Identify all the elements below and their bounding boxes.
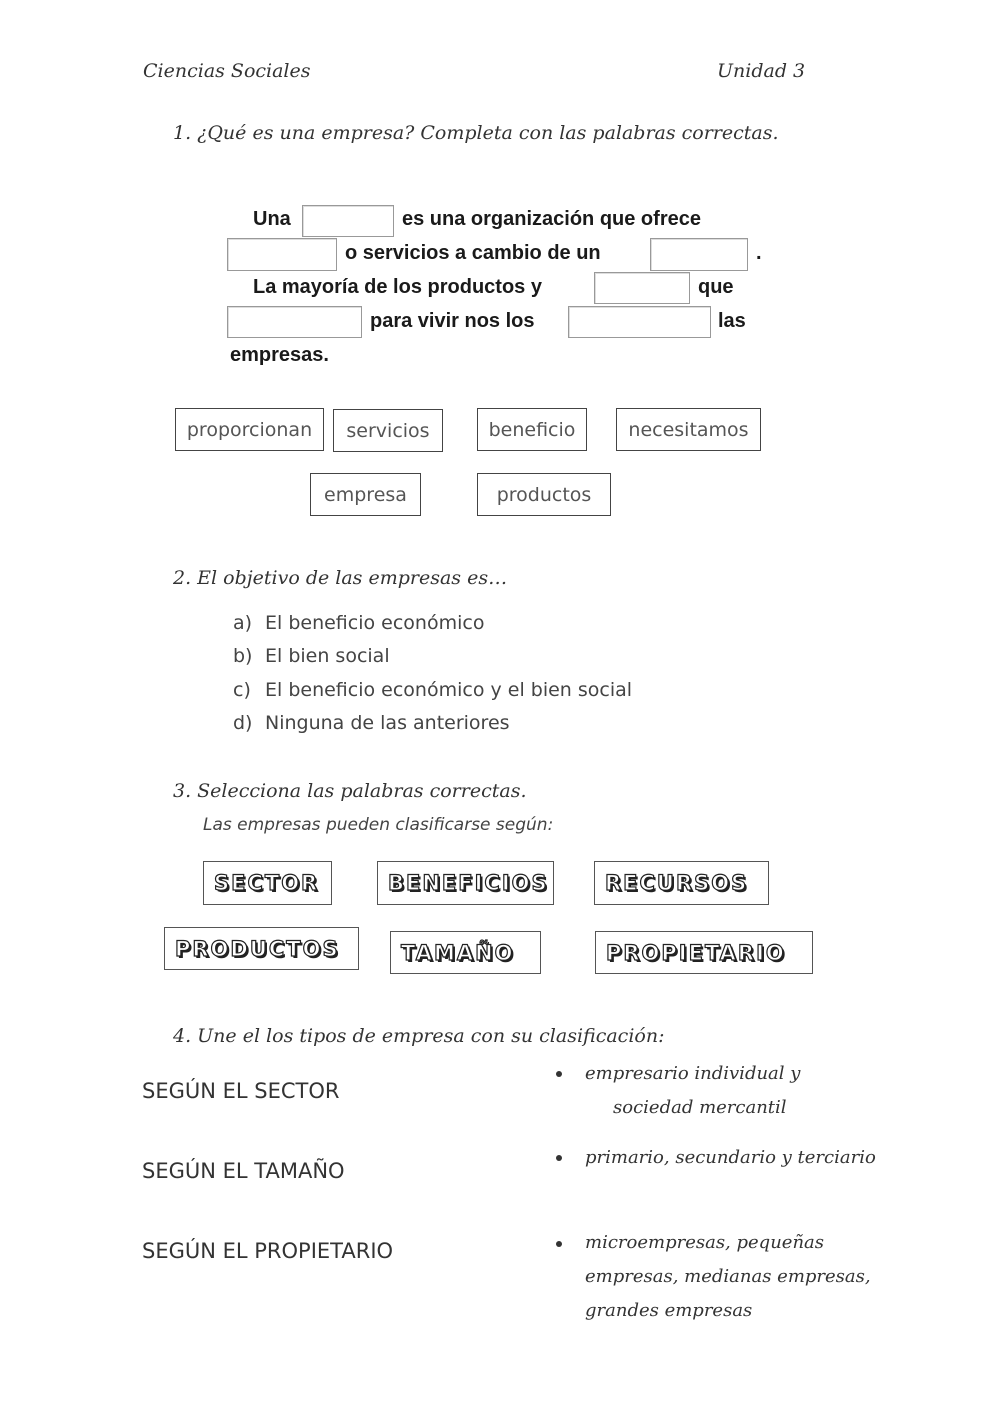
q2-title: 2. El objetivo de las empresas es… [173,567,508,589]
choice-tamano[interactable] [390,931,541,974]
choice-recursos[interactable] [594,861,769,905]
option-d[interactable] [233,712,510,734]
bullet-1 [556,1071,562,1077]
bullet-3 [556,1241,562,1247]
q3-subtitle: Las empresas pueden clasificarse según: [203,815,554,835]
word-empresa[interactable]: empresa [310,473,421,516]
option-a[interactable] [233,612,484,634]
type-item-2-line-1: primario, secundario y terciario [585,1147,876,1168]
q1-text-serv: o servicios a cambio de un [345,242,601,264]
subject-label: Ciencias Sociales [143,60,311,82]
q1-text-dot: . [756,242,762,264]
word-servicios[interactable]: servicios [333,409,443,452]
type-item-3-line-3: grandes empresas [585,1300,753,1321]
choice-beneficios-label: BENEFICIOS [388,871,549,895]
q4-title: 4. Une el los tipos de empresa con su clasificación: [173,1025,665,1047]
option-b-label: b) [233,645,253,667]
category-tamano[interactable]: SEGÚN EL TAMAÑO [142,1159,345,1183]
choice-recursos-label: RECURSOS [605,871,749,895]
option-d-text: Ninguna de las anteriores [265,712,510,734]
choice-propietario-label: PROPIETARIO [606,940,786,965]
category-sector[interactable]: SEGÚN EL SECTOR [142,1079,340,1103]
type-item-3-line-2: empresas, medianas empresas, [585,1266,871,1287]
blank-5[interactable] [227,306,362,338]
type-item-2[interactable] [585,1141,876,1175]
choice-tamano-label: TAMAÑO [401,940,515,965]
type-item-1-line-1: empresario individual y [585,1063,801,1084]
type-item-3[interactable] [585,1226,871,1328]
choice-productos-label: PRODUCTOS [175,936,340,961]
blank-6[interactable] [568,306,711,338]
q1-text-una: Una [253,208,291,230]
type-item-1-line-2: sociedad mercantil [613,1097,787,1118]
q3-title: 3. Selecciona las palabras correctas. [173,780,527,802]
category-propietario[interactable]: SEGÚN EL PROPIETARIO [142,1239,394,1263]
choice-sector[interactable] [203,861,332,905]
blank-1[interactable] [302,205,394,237]
choice-beneficios[interactable] [377,861,554,905]
option-b-text: El bien social [265,645,390,667]
option-c-text: El beneficio económico y el bien social [265,679,633,701]
q1-text-org: es una organización que ofrece [402,208,701,230]
type-item-3-line-1: microempresas, pequeñas [585,1232,825,1253]
blank-2[interactable] [227,238,337,271]
word-beneficio[interactable]: beneficio [477,408,587,451]
option-c[interactable] [233,679,632,701]
option-c-label: c) [233,679,251,701]
type-item-1[interactable] [585,1057,800,1125]
option-a-label: a) [233,612,253,634]
q1-text-que: que [698,276,734,298]
q1-text-mayoria: La mayoría de los productos y [253,276,542,298]
choice-productos[interactable] [164,927,359,970]
option-d-label: d) [233,712,253,734]
choice-sector-label: SECTOR [214,871,320,895]
choice-propietario[interactable] [595,931,813,974]
option-a-text: El beneficio económico [265,612,485,634]
unit-label: Unidad 3 [717,60,806,82]
q1-title: 1. ¿Qué es una empresa? Completa con las palabras correctas. [173,122,779,144]
word-productos[interactable]: productos [477,473,611,516]
q1-text-las: las [718,310,746,332]
blank-3[interactable] [650,238,748,271]
blank-4[interactable] [594,272,690,304]
option-b[interactable] [233,645,390,667]
q1-text-empresas: empresas. [230,344,329,366]
q1-text-vivir: para vivir nos los [370,310,535,332]
word-necesitamos[interactable]: necesitamos [616,408,761,451]
word-proporcionan[interactable]: proporcionan [175,408,324,451]
bullet-2 [556,1155,562,1161]
